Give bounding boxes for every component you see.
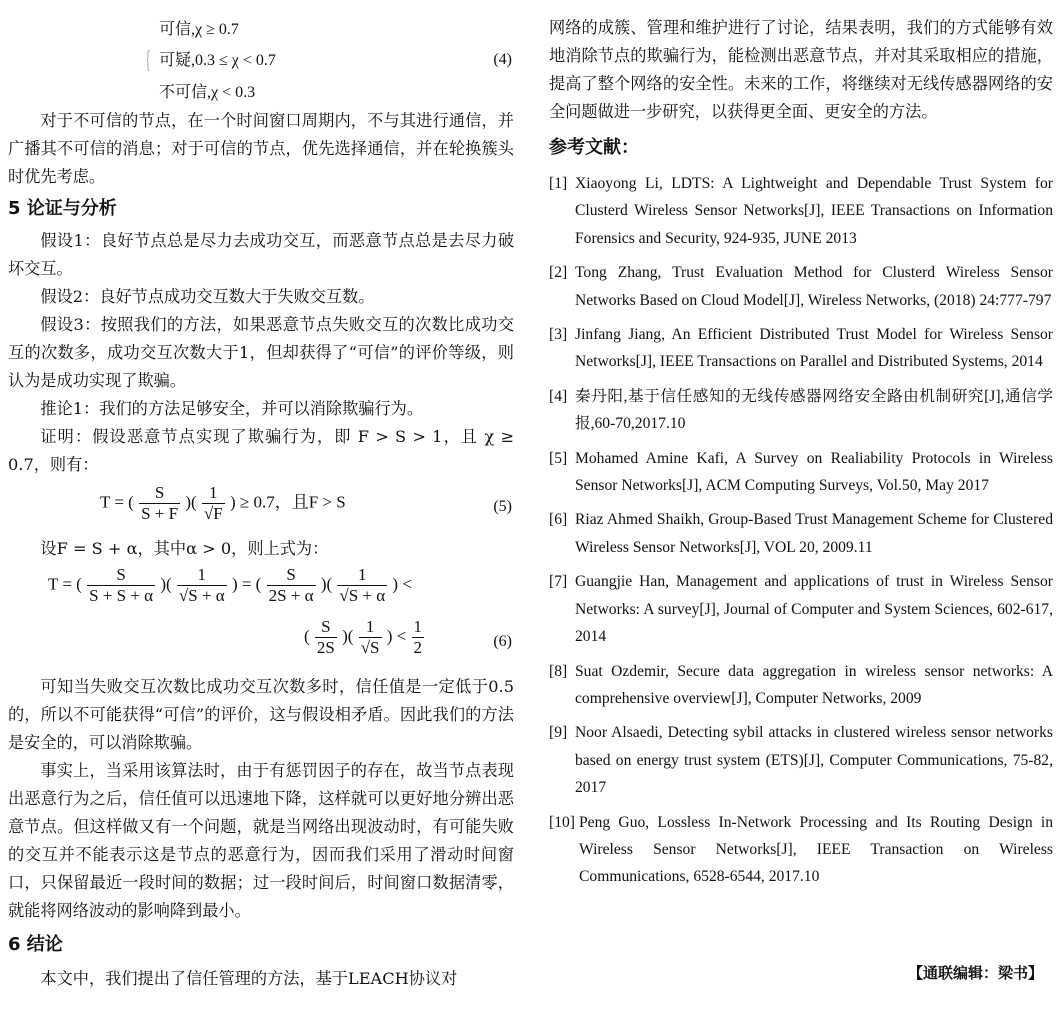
eq6-fraction-g [412, 617, 425, 658]
case-untrusted: 不可信,χ < 0.3 [159, 84, 256, 101]
conclusion-paragraph: 可知当失败交互次数比成功交互次数多时，信任值是一定低于0.5的，所以不可能获得“可信”的评价，这与假设相矛盾。因此我们的方法是安全的，可以消除欺骗。 [8, 677, 514, 752]
reference-number: [6] [549, 511, 568, 529]
eq6-a-numerator: S [116, 565, 126, 584]
eq6-paren-2: )( [320, 574, 333, 594]
proof-line: 证明：假设恶意节点实现了欺骗行为，即 F > S > 1，且 χ ≥ 0.7，则有： [8, 427, 514, 474]
equation-5 [8, 479, 514, 535]
eq6-e-denominator: 2S [316, 638, 335, 657]
corollary-1: 推论1：我们的方法足够安全，并可以消除欺骗行为。 [40, 399, 424, 418]
reference-item [549, 321, 1053, 376]
paragraph-untrusted-nodes: 对于不可信的节点，在一个时间窗口周期内，不与其进行通信，并广播其不可信的消息；对于可信的节点，优先选择通信，并在轮换簇头时优先考虑。 [8, 111, 514, 186]
eq5-mid: )( [185, 492, 197, 512]
eq5-fraction-2 [202, 483, 225, 524]
eq6-open-paren: ( [304, 626, 310, 646]
section-6-start: 本文中，我们提出了信任管理的方法，基于LEACH协议对 [40, 969, 458, 988]
eq6-lhs: T = ( [48, 574, 82, 594]
eq5-f1-denominator: S + F [141, 504, 179, 523]
eq6-paren-1: )( [160, 574, 172, 594]
equation-number-6: (6) [493, 633, 512, 650]
eq6-d-numerator: 1 [358, 565, 367, 584]
reference-number: [8] [549, 662, 568, 680]
reference-text: Mohamed Amine Kafi, A Survey on Realiability Protocols in Wireless Sensor Networks[J], ACM Computing Surveys, Vol.50, May 2017 [575, 449, 1053, 495]
reference-item [549, 259, 1053, 314]
eq6-close-lt: ) < [386, 626, 407, 646]
reference-number: [10] [549, 813, 575, 831]
fact-paragraph: 事实上，当采用该算法时，由于有惩罚因子的存在，故当节点表现出恶意行为之后，信任值可以迅速地下降，这样就可以更好地分辨出恶意节点。但这样做又有一个问题，就是当网络出现波动时，有可能失败的交互并不能表示这是节点的恶意行为，因而我们采用了滑动时间窗口，只保留最近一段时间的数据；过一段时间后，时间窗口数据清零，就能将网络波动的影响降到最小。 [8, 761, 514, 920]
section-5-title: 5 论证与分析 [8, 198, 117, 219]
reference-text: Noor Alsaedi, Detecting sybil attacks in clustered wireless sensor networks based on energy trust system (ETS)[J], Computer Communications, 75-82, 2017 [575, 724, 1053, 797]
eq6-less-than: ) < [392, 574, 412, 594]
reference-item [549, 658, 1053, 713]
eq6-g-numerator: 1 [413, 617, 423, 636]
eq5-f2-denominator: √F [203, 504, 223, 523]
reference-text: Jinfang Jiang, An Efficient Distributed Trust Model for Wireless Sensor Networks[J], IEEE Transactions on Parallel and Distributed Systems, 2014 [575, 326, 1053, 371]
reference-item [549, 568, 1053, 650]
reference-number: [9] [549, 724, 568, 742]
eq6-fraction-a [87, 565, 155, 606]
section-6-title: 6 结论 [8, 934, 63, 955]
eq6-fraction-d [337, 565, 387, 606]
eq6-d-denominator: √S + α [339, 586, 386, 605]
assumption-1: 假设1：良好节点总是尽力去成功交互，而恶意节点总是去尽力破坏交互。 [8, 231, 514, 278]
eq6-fraction-f [359, 617, 382, 658]
reference-item [549, 170, 1053, 252]
assumption-2: 假设2：良好节点成功交互数大于失败交互数。 [40, 287, 375, 306]
reference-number: [5] [549, 449, 568, 467]
eq6-fraction-e [315, 617, 337, 658]
left-column [8, 0, 514, 993]
reference-number: [4] [549, 387, 568, 405]
equation-number-5: (5) [493, 498, 512, 515]
eq6-f-numerator: 1 [365, 617, 375, 636]
reference-text: 秦丹阳,基于信任感知的无线传感器网络安全路由机制研究[J],通信学报,60-70,2017.10 [575, 387, 1053, 433]
reference-text: Suat Ozdemir, Secure data aggregation in wireless sensor networks: A comprehensive overview[J], Computer Networks, 2009 [575, 662, 1053, 707]
reference-number: [3] [549, 326, 568, 344]
reference-item [549, 809, 1053, 891]
reference-text: Tong Zhang, Trust Evaluation Method for Clusterd Wireless Sensor Networks Based on Cloud Model[J], Wireless Networks, (2018) 24:777-797 [575, 264, 1053, 309]
eq6-fraction-c [267, 565, 316, 606]
eq6-paren-3: )( [342, 626, 354, 646]
eq5-lhs: T = ( [100, 492, 134, 512]
eq6-e-numerator: S [321, 617, 331, 636]
case-suspicious: 可疑,0.3 ≤ χ < 0.7 [159, 52, 276, 69]
reference-text: Peng Guo, Lossless In-Network Processing and Its Routing Design in Wireless Sensor Networks[J], IEEE Transaction on Wireless Communications, 6528-6544, 2017.10 [579, 813, 1053, 886]
eq6-c-denominator: 2S + α [268, 586, 314, 605]
eq6-b-denominator: √S + α [178, 586, 225, 605]
eq6-g-denominator: 2 [413, 638, 423, 657]
eq5-f1-numerator: S [154, 483, 165, 502]
equation-number-4: (4) [493, 51, 512, 68]
continued-paragraph: 网络的成簇、管理和维护进行了讨论，结果表明，我们的方式能够有效地消除节点的欺骗行为，能检测出恶意节点，并对其采取相应的措施，提高了整个网络的安全性。未来的工作，将继续对无线传感器网络的安全问题做进一步研究，以获得更全面、更安全的方法。 [549, 18, 1053, 121]
reference-item [549, 506, 1053, 561]
reference-text: Guangjie Han, Management and applications of trust in Wireless Sensor Networks: A survey[J], Journal of Computer and System Sciences, 602-617, 2014 [575, 573, 1053, 646]
reference-number: [7] [549, 573, 568, 591]
reference-text: Riaz Ahmed Shaikh, Group-Based Trust Management Scheme for Clustered Wireless Sensor Networks[J], VOL 20, 2009.11 [575, 511, 1053, 556]
eq5-rhs: ) ≥ 0.7，且F > S [229, 492, 346, 512]
let-line: 设F = S + α，其中α > 0，则上式为： [40, 539, 329, 558]
reference-item [549, 383, 1053, 438]
eq5-f2-numerator: 1 [209, 483, 218, 502]
reference-item [549, 445, 1053, 500]
assumption-3: 假设3：按照我们的方法，如果恶意节点失败交互的次数比成功交互的次数多，成功交互次数大于1，但却获得了“可信”的评价等级，则认为是成功实现了欺骗。 [8, 315, 514, 390]
reference-number: [2] [549, 264, 568, 282]
eq6-equals: ) = ( [231, 574, 262, 594]
references-title: 参考文献： [549, 137, 639, 158]
equation-4 [8, 0, 514, 107]
equation-6-line-1 [8, 563, 514, 615]
reference-text: Xiaoyong Li, LDTS: A Lightweight and Dependable Trust System for Clusterd Wireless Sensor Networks[J], IEEE Transactions on Information Forensics and Security, 924-935, JUNE 2013 [575, 175, 1053, 247]
eq6-fraction-b [177, 565, 227, 606]
eq6-a-denominator: S + S + α [89, 586, 154, 605]
editor-note: 【通联编辑：梁书】 [907, 964, 1043, 982]
eq6-b-numerator: 1 [197, 565, 207, 584]
reference-number: [1] [549, 175, 568, 192]
reference-item [549, 719, 1053, 801]
eq6-f-denominator: √S [360, 638, 380, 657]
right-column [549, 0, 1053, 982]
case-trusted: 可信,χ ≥ 0.7 [159, 21, 239, 38]
equation-6-line-2 [8, 615, 514, 669]
eq6-c-numerator: S [286, 565, 296, 584]
eq5-fraction-1 [139, 483, 180, 524]
reference-list [549, 170, 1053, 891]
